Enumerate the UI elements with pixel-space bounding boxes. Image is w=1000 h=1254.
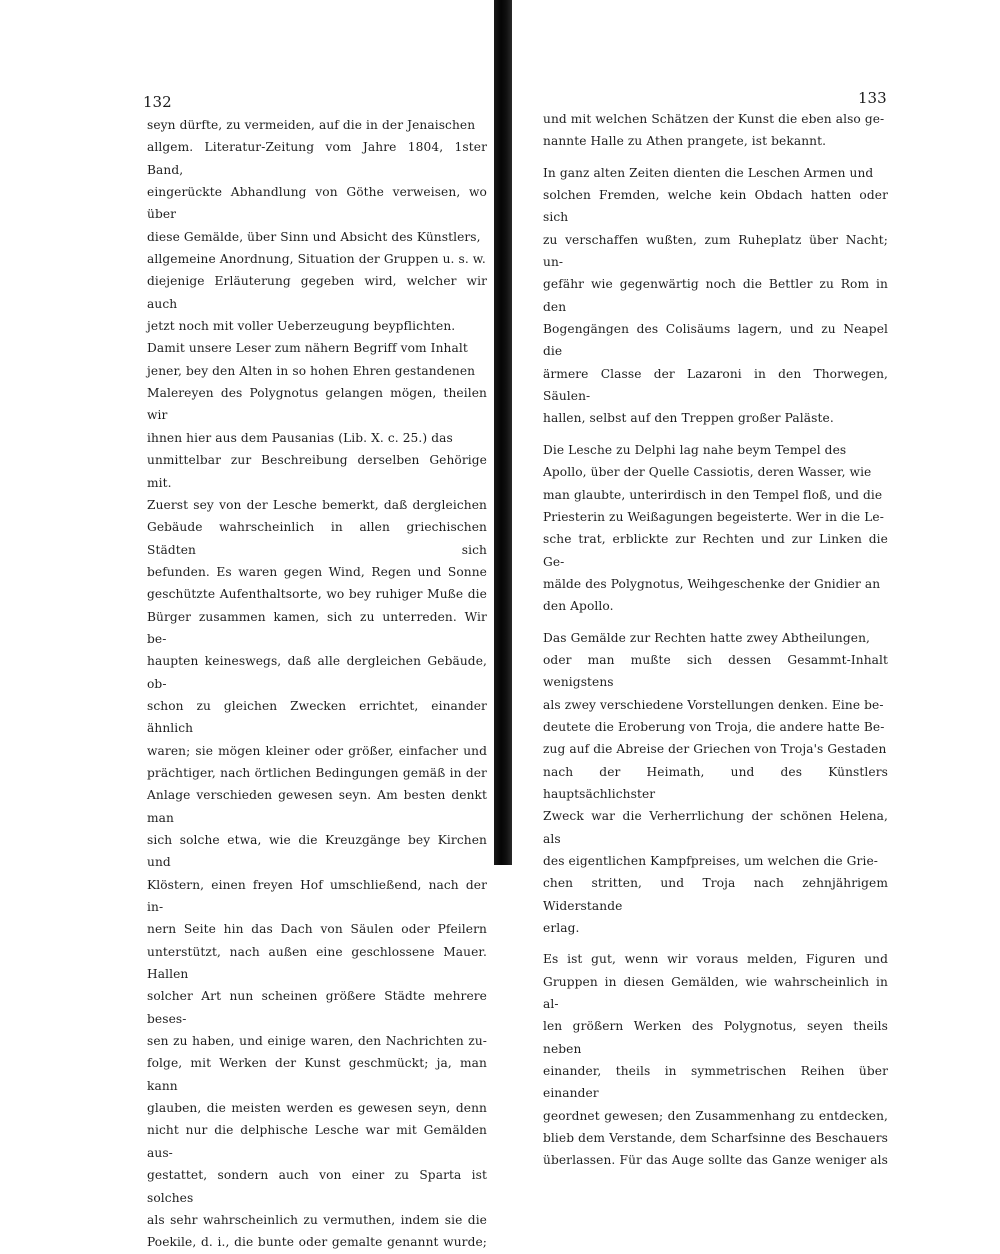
left-page-text <box>147 114 487 1254</box>
paragraph: seyn dürfte, zu vermeiden, auf die in der Jenaischen allgem. Literatur-Zeitung vom Jahre 1804, 1ster Band, eingerückte Abhandlung von Göthe verweisen, wo über diese Gemälde, über Sinn und Absicht des Künstlers, allgemeine Anordnung, Situation der Gruppen u. s. w. diejenige Erläuterung gegeben wird, welcher wir auch jetzt noch mit voller Ueberzeugung beypflichten. <box>147 118 487 334</box>
paragraph: In ganz alten Zeiten dienten die Leschen Armen und solchen Fremden, welche kein Obdach hatten oder sich zu verschaffen wußten, zum Ruheplatz über Nacht; un- gefähr wie gegenwärtig noch die Bettler zu Rom in den Bogengängen des Colisäums lagern, und zu Neapel die ärmere Classe der Lazaroni in den Thorwegen, Säulen- hallen, selbst auf den Treppen großer Paläste. <box>543 165 888 426</box>
paragraph: Das Gemälde zur Rechten hatte zwey Abtheilungen, oder man mußte sich dessen Gesammt-Inhalt wenigstens als zwey verschiedene Vorstellungen denken. Eine be- deutete die Eroberung von Troja, die andere hatte Be- zug auf die Abreise der Griechen von Troja's Gestaden nach der Heimath, und des Künstlers hauptsächlichster Zweck war die Verherrlichung der schönen Helena, als des eigentlichen Kampfpreises, um welchen die Grie- chen stritten, und Troja nach zehnjährigem Widerstande erlag. <box>543 630 888 936</box>
left-page <box>0 0 494 1250</box>
paragraph: und mit welchen Schätzen der Kunst die eben also ge- nannte Halle zu Athen prangete, ist bekannt. <box>543 112 885 149</box>
paragraph: Die Lesche zu Delphi lag nahe beym Tempel des Apollo, über der Quelle Cassiotis, deren Wasser, wie man glaubte, unterirdisch in den Tempel floß, und die Priesterin zu Weißagungen begeisterte. Wer in die Le- sche trat, erblickte zur Rechten und zur Linken die Ge- mälde des Polygnotus, Weihgeschenke der Gnidier an den Apollo. <box>543 442 888 614</box>
right-page <box>512 0 1000 1168</box>
page-number-right: 133 <box>858 89 887 107</box>
paragraph: Es ist gut, wenn wir voraus melden, Figuren und Gruppen in diesen Gemälden, wie wahrscheinlich in al- len größern Werken des Polygnotus, seyen theils neben einander, theils in symmetrischen Reihen über einander geordnet gewesen; den Zusammenhang zu entdecken, blieb dem Verstande, dem Scharfsinne des Beschauers überlassen. Für das Auge sollte das Ganze weniger als <box>543 952 888 1168</box>
right-page-text <box>543 108 888 1172</box>
page-number-left: 132 <box>143 93 172 111</box>
book-spine <box>494 0 512 865</box>
paragraph: Damit unsere Leser zum nähern Begriff vom Inhalt jener, bey den Alten in so hohen Ehren gestandenen Malereyen des Polygnotus gelangen mögen, theilen wir ihnen hier aus dem Pausanias (Lib. X. c. 25.) das unmittelbar zur Beschreibung derselben Gehörige mit. <box>147 341 487 490</box>
paragraph: Zuerst sey von der Lesche bemerkt, daß dergleichen Gebäude wahrscheinlich in allen griechischen Städten sich befunden. Es waren gegen Wind, Regen und Sonne geschützte Aufenthaltsorte, wo bey ruhiger Muße die Bürger zusammen kamen, sich zu unterreden. Wir be- haupten keineswegs, daß alle dergleichen Gebäude, ob- schon zu gleichen Zwecken errichtet, einander ähnlich waren; sie mögen kleiner oder größer, einfacher und prächtiger, nach örtlichen Bedingungen gemäß in der Anlage verschieden gewesen seyn. Am besten denkt man sich solche etwa, wie die Kreuzgänge bey Kirchen und Klöstern, einen freyen Hof umschließend, nach der in- nern Seite hin das Dach von Säulen oder Pfeilern unterstützt, nach außen eine geschlossene Mauer. Hallen solcher Art nun scheinen größere Städte mehrere beses- sen zu haben, und einige waren, den Nachrichten zu- folge, mit Werken der Kunst geschmückt; ja, man kann glauben, die meisten werden es gewesen seyn, denn nicht nur die delphische Lesche war mit Gemälden aus- gestattet, sondern auch von einer zu Sparta ist solches als sehr wahrscheinlich zu vermuthen, indem sie die Poekile, d. i., die bunte oder gemalte genannt wurde; <box>147 497 487 1250</box>
